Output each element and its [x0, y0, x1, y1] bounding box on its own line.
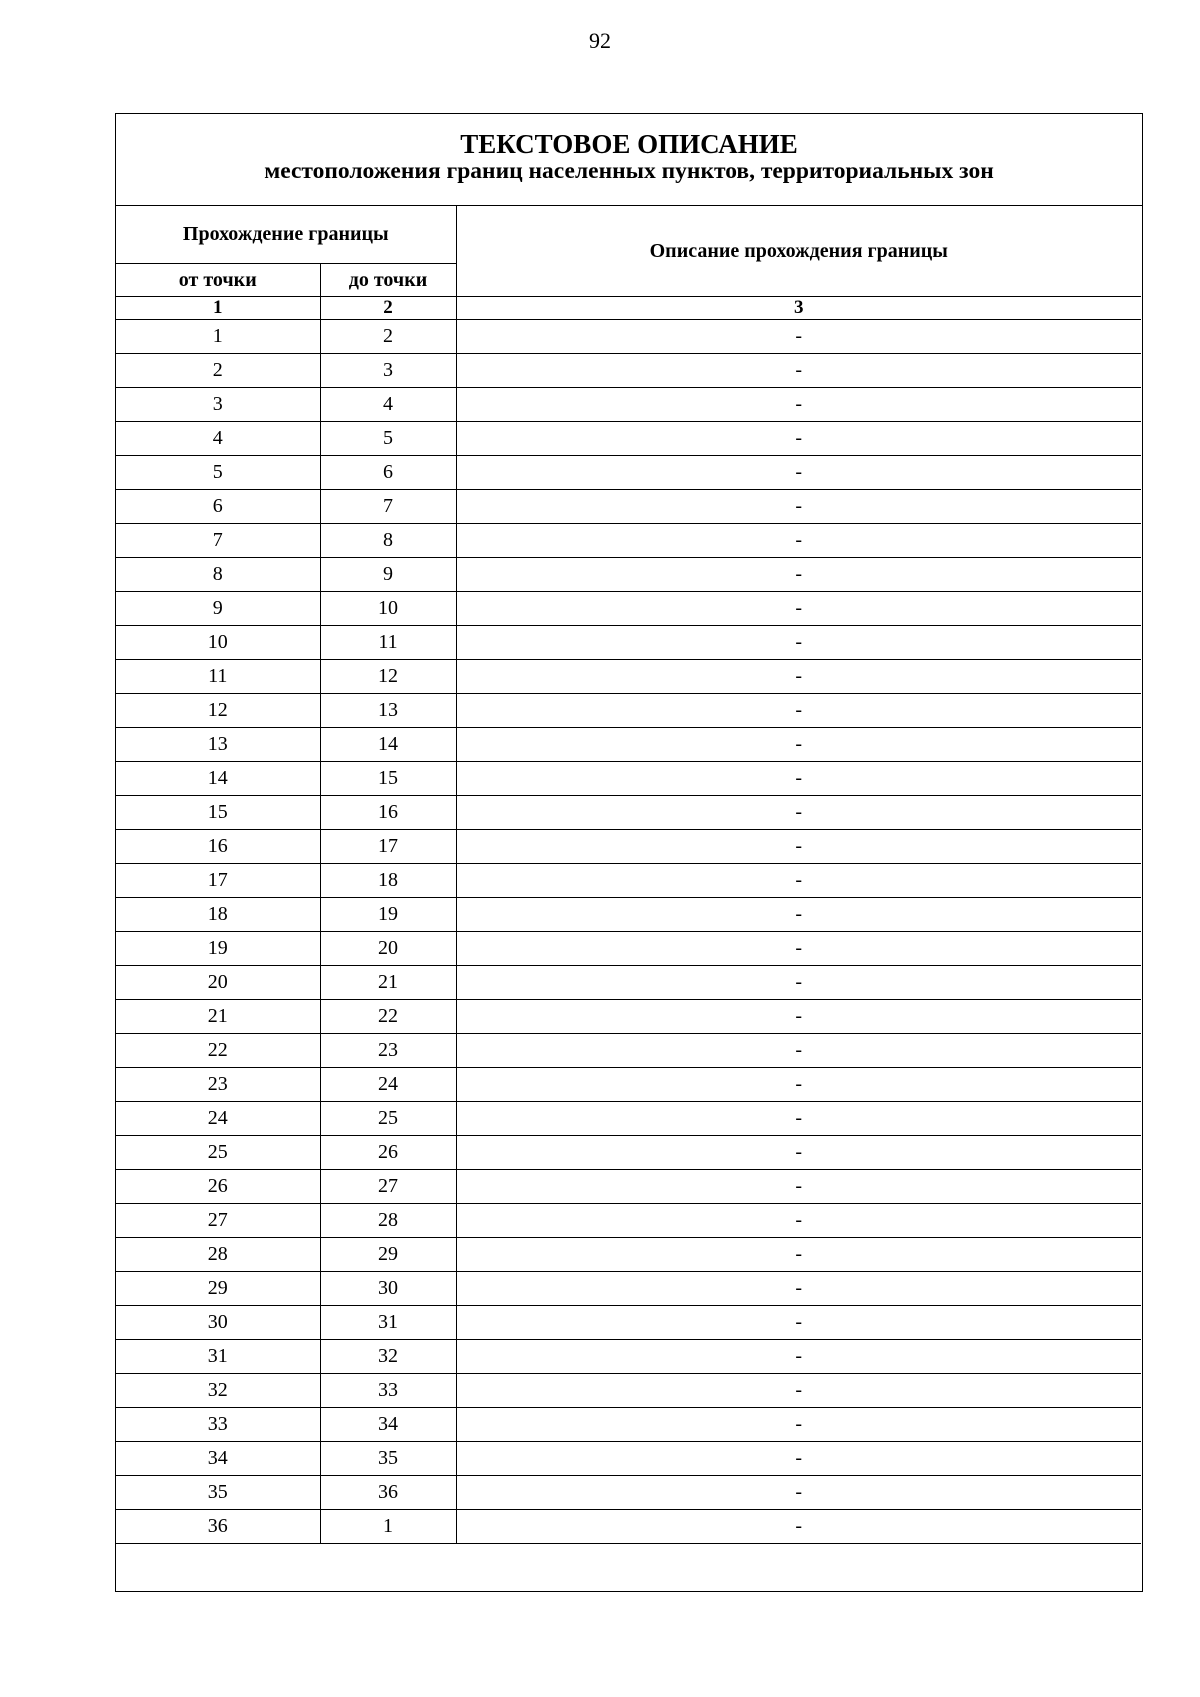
- column-number-2: 2: [320, 297, 456, 320]
- description-cell: -: [456, 830, 1141, 864]
- from-point-header: от точки: [116, 264, 320, 297]
- table-row: [116, 660, 1141, 694]
- description-cell: -: [456, 1408, 1141, 1442]
- from-point-cell: 9: [116, 592, 320, 626]
- from-point-cell: 18: [116, 898, 320, 932]
- table-row: [116, 1102, 1141, 1136]
- table-row: [116, 320, 1141, 354]
- from-point-cell: 10: [116, 626, 320, 660]
- to-point-cell: 19: [320, 898, 456, 932]
- table-row: [116, 1272, 1141, 1306]
- table-row: [116, 1204, 1141, 1238]
- from-point-cell: 4: [116, 422, 320, 456]
- description-cell: -: [456, 1136, 1141, 1170]
- from-point-cell: 20: [116, 966, 320, 1000]
- to-point-cell: 20: [320, 932, 456, 966]
- description-cell: -: [456, 558, 1141, 592]
- description-cell: -: [456, 694, 1141, 728]
- to-point-cell: 23: [320, 1034, 456, 1068]
- table-row: [116, 524, 1141, 558]
- table-body: [116, 320, 1141, 1583]
- boundary-table: [116, 206, 1141, 1582]
- table-row: [116, 1170, 1141, 1204]
- to-point-cell: 21: [320, 966, 456, 1000]
- to-point-header: до точки: [320, 264, 456, 297]
- description-cell: -: [456, 422, 1141, 456]
- to-point-cell: 26: [320, 1136, 456, 1170]
- table-row: [116, 558, 1141, 592]
- table-row: [116, 932, 1141, 966]
- to-point-cell: 10: [320, 592, 456, 626]
- table-row: [116, 592, 1141, 626]
- table-row: [116, 1136, 1141, 1170]
- from-point-cell: 26: [116, 1170, 320, 1204]
- from-point-cell: 19: [116, 932, 320, 966]
- table-row: [116, 694, 1141, 728]
- table-row: [116, 1238, 1141, 1272]
- table-row: [116, 796, 1141, 830]
- from-point-cell: 14: [116, 762, 320, 796]
- description-cell: -: [456, 1510, 1141, 1544]
- to-point-cell: 24: [320, 1068, 456, 1102]
- description-cell: -: [456, 490, 1141, 524]
- empty-footer-row: [116, 1544, 1141, 1583]
- to-point-cell: 25: [320, 1102, 456, 1136]
- from-point-cell: 21: [116, 1000, 320, 1034]
- description-cell: -: [456, 796, 1141, 830]
- from-point-cell: 5: [116, 456, 320, 490]
- to-point-cell: 34: [320, 1408, 456, 1442]
- empty-footer-cell: [116, 1544, 1141, 1583]
- from-point-cell: 13: [116, 728, 320, 762]
- from-point-cell: 34: [116, 1442, 320, 1476]
- table-row: [116, 1374, 1141, 1408]
- to-point-cell: 17: [320, 830, 456, 864]
- description-cell: -: [456, 966, 1141, 1000]
- description-cell: -: [456, 388, 1141, 422]
- from-point-cell: 30: [116, 1306, 320, 1340]
- to-point-cell: 4: [320, 388, 456, 422]
- table-row: [116, 898, 1141, 932]
- description-cell: -: [456, 1102, 1141, 1136]
- from-point-cell: 36: [116, 1510, 320, 1544]
- from-point-cell: 12: [116, 694, 320, 728]
- from-point-cell: 24: [116, 1102, 320, 1136]
- from-point-cell: 27: [116, 1204, 320, 1238]
- description-cell: -: [456, 1340, 1141, 1374]
- from-point-cell: 33: [116, 1408, 320, 1442]
- to-point-cell: 22: [320, 1000, 456, 1034]
- table-row: [116, 1340, 1141, 1374]
- to-point-cell: 28: [320, 1204, 456, 1238]
- from-point-cell: 32: [116, 1374, 320, 1408]
- description-cell: -: [456, 898, 1141, 932]
- from-point-cell: 16: [116, 830, 320, 864]
- to-point-cell: 2: [320, 320, 456, 354]
- from-point-cell: 31: [116, 1340, 320, 1374]
- from-point-cell: 28: [116, 1238, 320, 1272]
- from-point-cell: 6: [116, 490, 320, 524]
- to-point-cell: 8: [320, 524, 456, 558]
- description-cell: -: [456, 1204, 1141, 1238]
- table-row: [116, 1442, 1141, 1476]
- to-point-cell: 33: [320, 1374, 456, 1408]
- table-row: [116, 626, 1141, 660]
- from-point-cell: 15: [116, 796, 320, 830]
- description-cell: -: [456, 524, 1141, 558]
- to-point-cell: 9: [320, 558, 456, 592]
- to-point-cell: 6: [320, 456, 456, 490]
- to-point-cell: 11: [320, 626, 456, 660]
- to-point-cell: 12: [320, 660, 456, 694]
- document-title: ТЕКСТОВОЕ ОПИСАНИЕ: [460, 129, 798, 159]
- from-point-cell: 2: [116, 354, 320, 388]
- to-point-cell: 31: [320, 1306, 456, 1340]
- table-row: [116, 1476, 1141, 1510]
- description-cell: -: [456, 626, 1141, 660]
- page-number: 92: [589, 28, 611, 53]
- from-point-cell: 3: [116, 388, 320, 422]
- to-point-cell: 15: [320, 762, 456, 796]
- description-cell: -: [456, 932, 1141, 966]
- to-point-cell: 1: [320, 1510, 456, 1544]
- to-point-cell: 5: [320, 422, 456, 456]
- table-row: [116, 864, 1141, 898]
- title-block: [116, 114, 1142, 206]
- table-row: [116, 422, 1141, 456]
- from-point-cell: 8: [116, 558, 320, 592]
- to-point-cell: 29: [320, 1238, 456, 1272]
- table-row: [116, 1000, 1141, 1034]
- table-row: [116, 354, 1141, 388]
- document-subtitle: местоположения границ населенных пунктов, территориальных зон: [264, 158, 994, 184]
- description-cell: -: [456, 1374, 1141, 1408]
- boundary-description-header: Описание прохождения границы: [456, 206, 1141, 297]
- description-cell: -: [456, 1306, 1141, 1340]
- from-point-cell: 17: [116, 864, 320, 898]
- to-point-cell: 13: [320, 694, 456, 728]
- description-cell: -: [456, 354, 1141, 388]
- to-point-cell: 30: [320, 1272, 456, 1306]
- from-point-cell: 35: [116, 1476, 320, 1510]
- description-cell: -: [456, 1068, 1141, 1102]
- to-point-cell: 14: [320, 728, 456, 762]
- table-row: [116, 1408, 1141, 1442]
- description-cell: -: [456, 1238, 1141, 1272]
- from-point-cell: 1: [116, 320, 320, 354]
- description-cell: -: [456, 1476, 1141, 1510]
- description-cell: -: [456, 1034, 1141, 1068]
- to-point-cell: 7: [320, 490, 456, 524]
- to-point-cell: 36: [320, 1476, 456, 1510]
- table-row: [116, 762, 1141, 796]
- table-row: [116, 728, 1141, 762]
- to-point-cell: 32: [320, 1340, 456, 1374]
- table-row: [116, 1306, 1141, 1340]
- from-point-cell: 23: [116, 1068, 320, 1102]
- table-row: [116, 1068, 1141, 1102]
- to-point-cell: 27: [320, 1170, 456, 1204]
- from-point-cell: 11: [116, 660, 320, 694]
- table-row: [116, 830, 1141, 864]
- to-point-cell: 3: [320, 354, 456, 388]
- from-point-cell: 22: [116, 1034, 320, 1068]
- description-cell: -: [456, 762, 1141, 796]
- to-point-cell: 35: [320, 1442, 456, 1476]
- description-cell: -: [456, 592, 1141, 626]
- table-row: [116, 1034, 1141, 1068]
- boundary-passage-header: Прохождение границы: [116, 206, 456, 264]
- from-point-cell: 7: [116, 524, 320, 558]
- description-cell: -: [456, 320, 1141, 354]
- table-row: [116, 388, 1141, 422]
- to-point-cell: 16: [320, 796, 456, 830]
- description-cell: -: [456, 1272, 1141, 1306]
- description-cell: -: [456, 728, 1141, 762]
- table-row: [116, 966, 1141, 1000]
- from-point-cell: 29: [116, 1272, 320, 1306]
- column-number-1: 1: [116, 297, 320, 320]
- description-cell: -: [456, 1442, 1141, 1476]
- description-cell: -: [456, 864, 1141, 898]
- from-point-cell: 25: [116, 1136, 320, 1170]
- description-cell: -: [456, 456, 1141, 490]
- document-frame: [115, 113, 1143, 1592]
- table-row: [116, 1510, 1141, 1544]
- description-cell: -: [456, 1170, 1141, 1204]
- table-row: [116, 490, 1141, 524]
- table-row: [116, 456, 1141, 490]
- description-cell: -: [456, 660, 1141, 694]
- to-point-cell: 18: [320, 864, 456, 898]
- description-cell: -: [456, 1000, 1141, 1034]
- column-number-3: 3: [456, 297, 1141, 320]
